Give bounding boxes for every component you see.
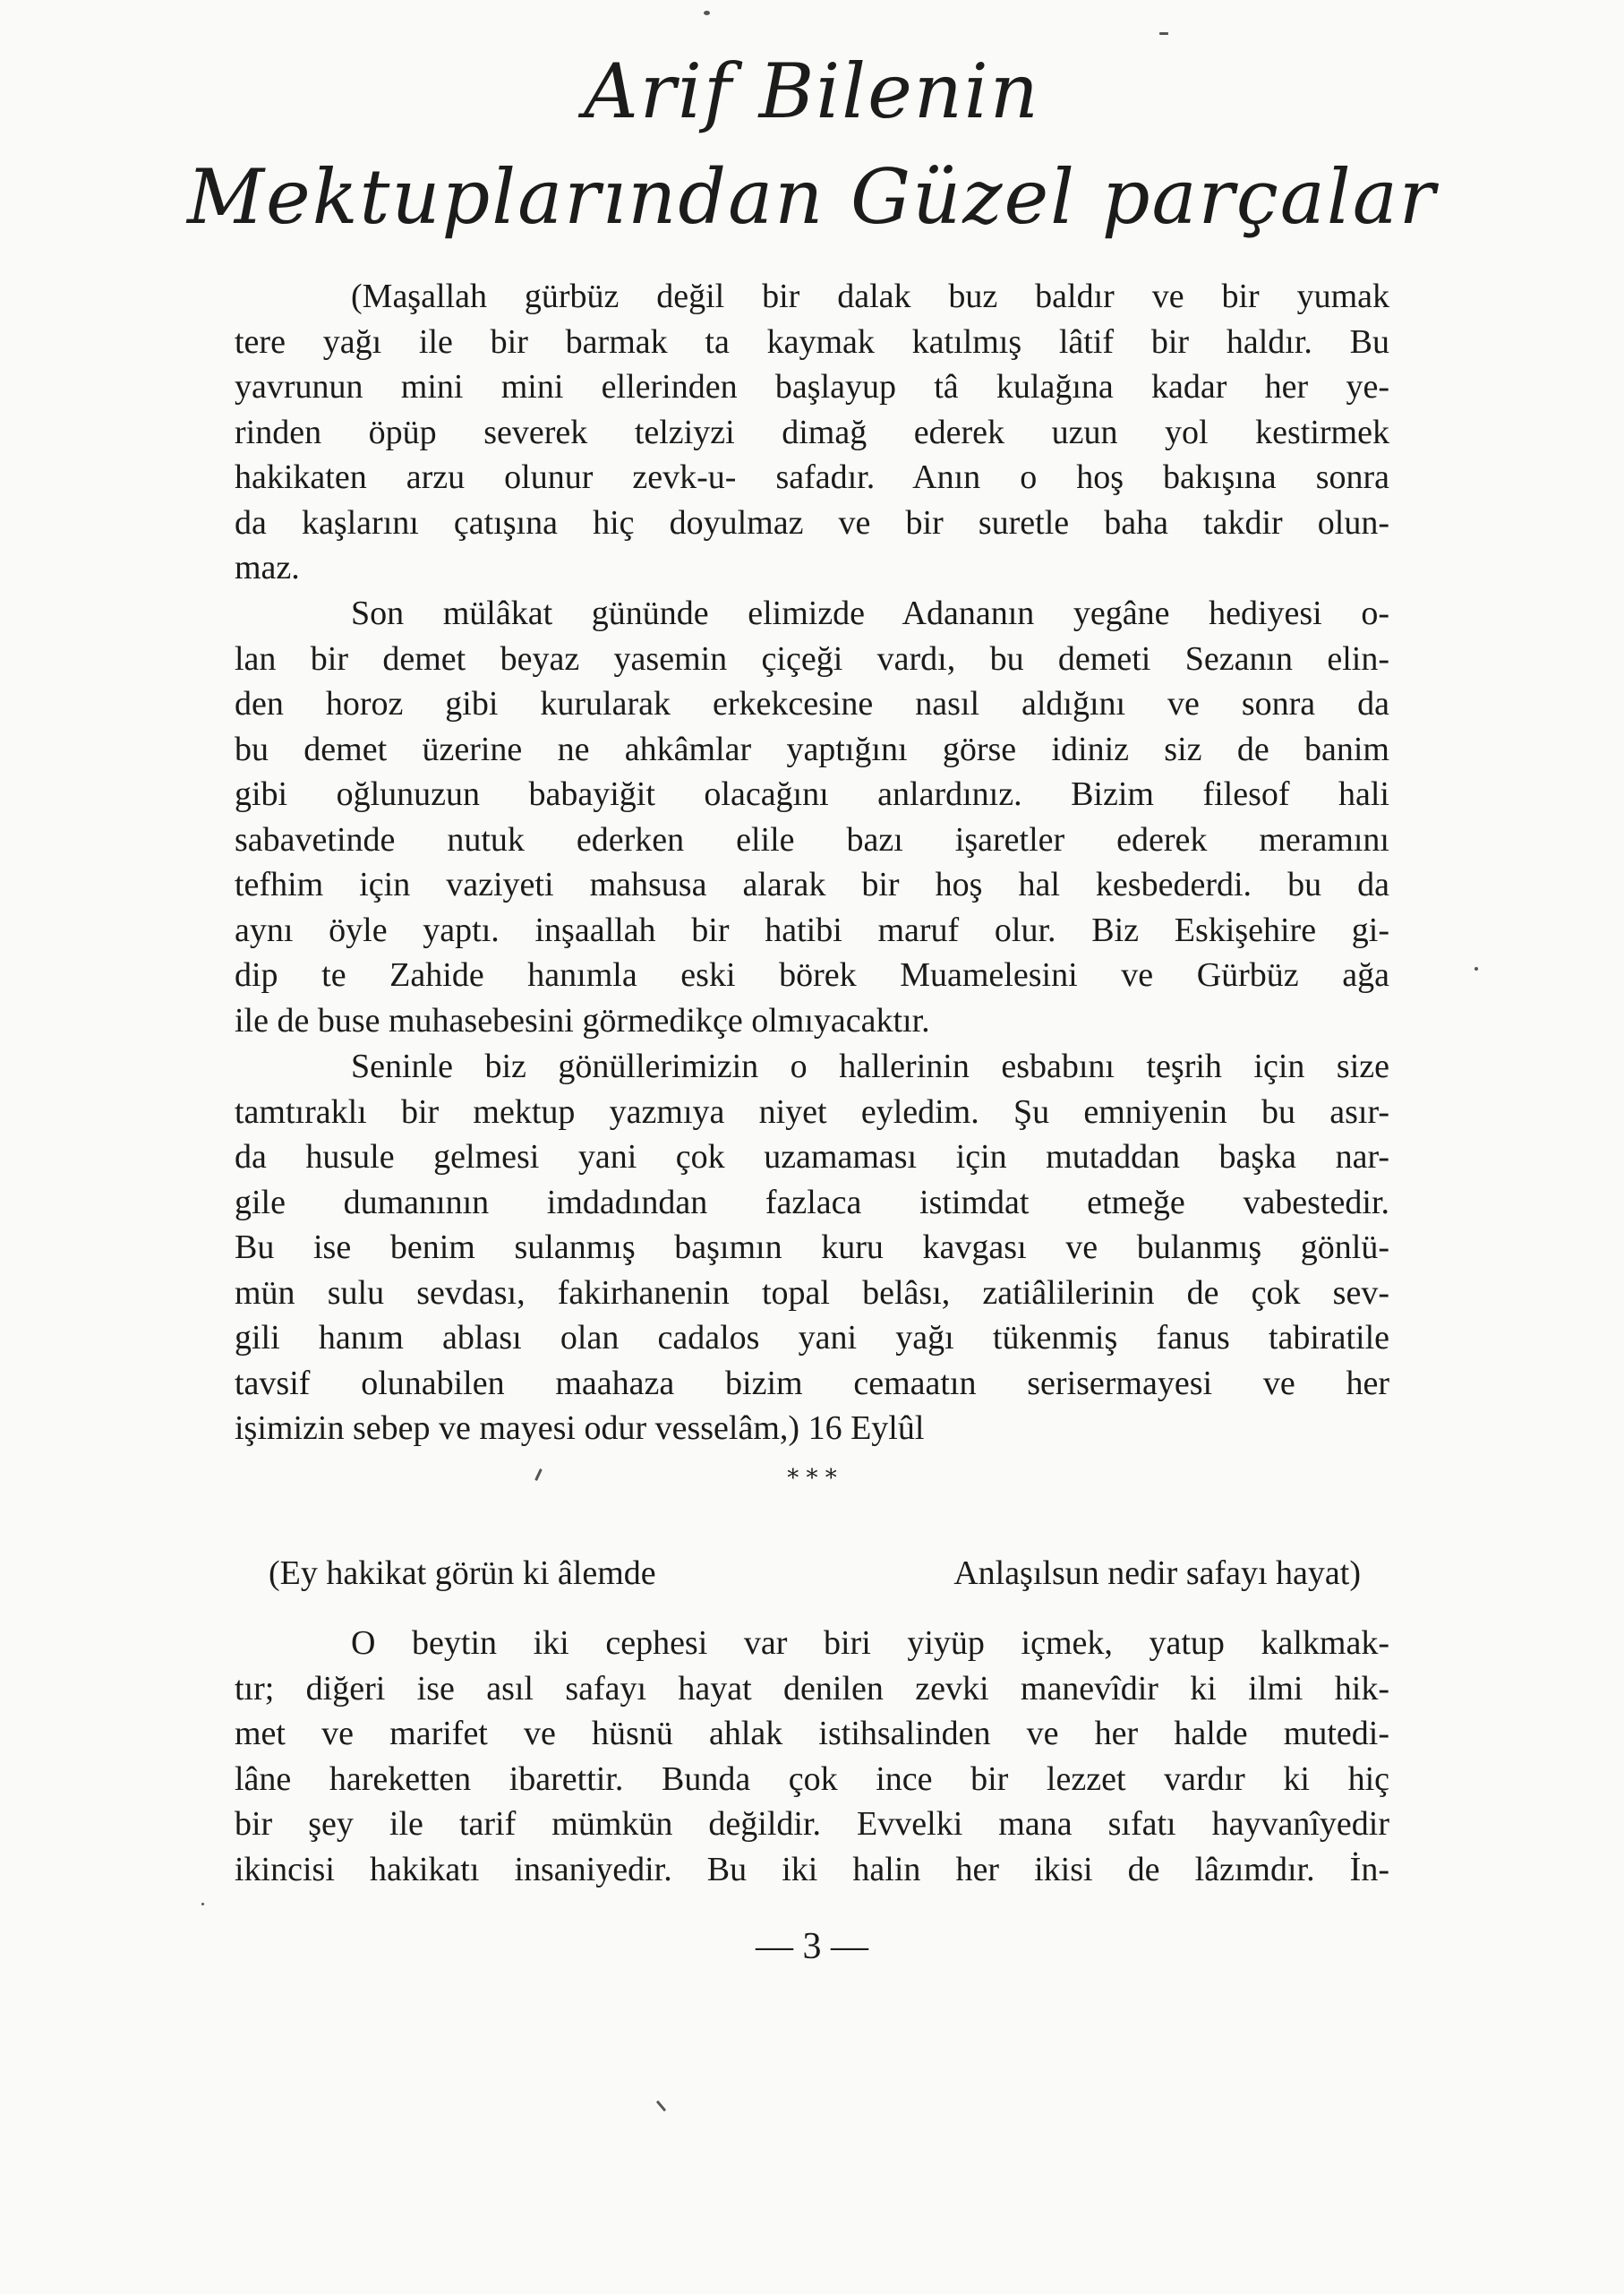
text-line: met ve marifet ve hüsnü ahlak istihsalinden ve her halde mutedi- [235, 1715, 1389, 1752]
text-line: gile dumanının imdadından fazlaca istimdat etmeğe vabestedir. [235, 1183, 1389, 1221]
verse-couplet [269, 1551, 1361, 1596]
paragraph-2 [235, 591, 1389, 1043]
text-line: maz. [235, 549, 300, 586]
title-line-1: Arif Bilenin [584, 47, 1040, 135]
verse-right-hemistich: Anlaşılsun nedir safayı hayat) [953, 1554, 1361, 1592]
text-line: yavrunun mini mini ellerinden başlayup tâ kulağına kadar her ye- [235, 368, 1389, 406]
title-line-2: Mektuplarından Güzel parçalar [187, 153, 1437, 241]
text-line: hakikaten arzu olunur zevk-u- safadır. Anın o hoş bakışına sonra [235, 458, 1389, 496]
text-line: (Maşallah gürbüz değil bir dalak buz baldır ve bir yumak [351, 278, 1389, 315]
text-line: lan bir demet beyaz yasemin çiçeği vardı, bu demeti Sezanın elin- [235, 639, 1389, 678]
paragraph-1 [235, 274, 1389, 591]
text-line: tavsif olunabilen maahaza bizim cemaatın serisermayesi ve her [235, 1364, 1389, 1402]
scan-speck [1159, 32, 1168, 35]
text-line: tere yağı ile bir barmak ta kaymak katılmış lâtif bir haldır. Bu [235, 322, 1389, 361]
text-line: rinden öpüp severek telziyzi dimağ ederek uzun yol kestirmek [235, 413, 1389, 451]
text-line: tefhim için vaziyeti mahsusa alarak bir hoş hal kesbederdi. bu da [235, 866, 1389, 903]
text-line: Seninle biz gönüllerimizin o hallerinin esbabını teşrih için size [351, 1048, 1389, 1085]
text-line: gibi oğlunuzun babayiğit olacağını anlardınız. Bizim filesof hali [235, 775, 1389, 813]
text-line: lâne hareketten ibarettir. Bunda çok ince bir lezzet vardır ki hiç [235, 1759, 1389, 1798]
text-line: ikincisi hakikatı insaniyedir. Bu iki halin her ikisi de lâzımdır. İn- [235, 1850, 1389, 1888]
text-line: tır; diğeri ise asıl safayı hayat denilen zevki manevîdir ki ilmi hik- [235, 1669, 1389, 1708]
text-line: ile de buse muhasebesini görmedikçe olmıyacaktır. [235, 1001, 930, 1040]
scan-speck [656, 2101, 666, 2112]
scan-speck [201, 1903, 204, 1905]
text-line: işimizin sebep ve mayesi odur vesselâm,) 16 Eylûl [235, 1409, 925, 1447]
section-separator: * * * [787, 1465, 837, 1492]
text-line: aynı öyle yaptı. inşaallah bir hatibi maruf olur. Biz Eskişehire gi- [235, 911, 1389, 949]
text-line: bu demet üzerine ne ahkâmlar yaptığını görse idiniz siz de banim [235, 730, 1389, 768]
text-line: bir şey ile tarif mümkün değildir. Evvelki mana sıfatı hayvanîyedir [235, 1805, 1389, 1843]
verse-left-hemistich: (Ey hakikat görün ki âlemde [269, 1554, 656, 1592]
text-line: tamtıraklı bir mektup yazmıya niyet eyledim. Şu emniyenin bu asır- [235, 1092, 1389, 1131]
text-line: dip te Zahide hanımla eski börek Muamelesini ve Gürbüz ağa [235, 956, 1389, 994]
text-line: mün sulu sevdası, fakirhanenin topal belâsı, zatiâlilerinin de çok sev- [235, 1273, 1389, 1312]
text-line: da husule gelmesi yani çok uzamaması için mutaddan başka nar- [235, 1138, 1389, 1176]
scan-speck [704, 11, 710, 15]
text-line: da kaşlarını çatışına hiç doyulmaz ve bir suretle baha takdir olun- [235, 503, 1389, 542]
text-line: den horoz gibi kurularak erkekcesine nasıl aldığını ve sonra da [235, 685, 1389, 723]
text-line: O beytin iki cephesi var biri yiyüp içmek, yatup kalkmak- [351, 1624, 1389, 1662]
paragraph-4 [235, 1621, 1389, 1892]
text-line: gili hanım ablası olan cadalos yani yağı tükenmiş fanus tabiratile [235, 1319, 1389, 1357]
scan-speck [1474, 967, 1478, 971]
text-line: sabavetinde nutuk ederken elile bazı işaretler ederek meramını [235, 820, 1389, 859]
page-number: — 3 — [756, 1926, 868, 1967]
text-line: Bu ise benim sulanmış başımın kuru kavgası ve bulanmış gönlü- [235, 1228, 1389, 1266]
paragraph-3 [235, 1044, 1389, 1451]
text-line: Son mülâkat gününde elimizde Adananın yegâne hediyesi o- [351, 595, 1389, 632]
